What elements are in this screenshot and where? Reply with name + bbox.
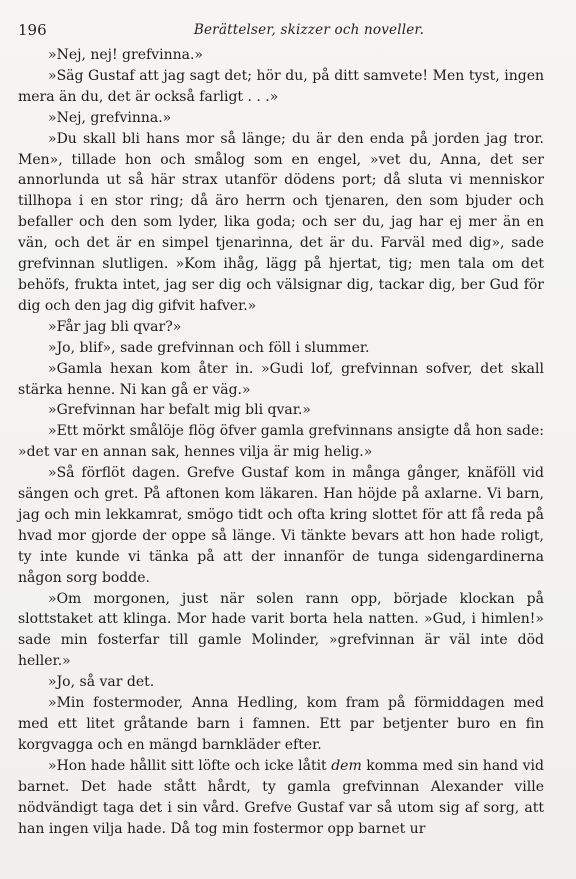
paragraph: »Får jag bli qvar?» xyxy=(48,318,182,335)
paragraph: »Nej, nej! grefvinna.» xyxy=(48,47,203,63)
paragraph: »Gamla hexan kom åter in. »Gudi lof, grefvinnan sofver, det skall stärka henne. Ni kan gå er väg.» xyxy=(18,360,544,398)
paragraph-text-after: komma med sin hand vid barnet. Det hade stått hårdt, ty gamla grefvinnan Alexander ville nödvändigt taga det i sin vård. Grefve Gustaf var så utom sig af sorg, att han ingen vilja hade. Då tog min fostermor opp barnet ur xyxy=(18,757,544,837)
paragraph: »Du skall bli hans mor så länge; du är den enda på jorden jag tror. Men», tillade hon och smålog som en engel, »vet du, Anna, det ser annorlunda ut så här strax utanför dödens port; då sluta vi menniskor tillhopa i en stor ring; då äro herrn och tjenaren, den som bjuder och befaller och den som lyder, lika goda; och ser du, jag har ej mer än en vän, och det är en simpel tjenarinna, det är du. Farväl med dig», sade grefvinnan slutligen. »Kom ihåg, lägg på hjertat, tig; men tala om det behöfs, frukta intet, jag ser dig och välsignar dig, tackar dig, ber Gud för dig och den jag dig gifvit hafver.» xyxy=(18,130,544,314)
emphasized-word: dem xyxy=(331,757,362,774)
paragraph-text-before: »Hon hade hållit sitt löfte och icke låtit xyxy=(48,757,332,774)
paragraph: »Om morgonen, just när solen rann opp, började klockan på slottstaket att klinga. Mor hade varit borta hela natten. »Gud, i himlen!» sade min fosterfar till gamle Molinder, »grefvinnan är väl inte död heller.» xyxy=(18,590,544,670)
paragraph: »Så förflöt dagen. Grefve Gustaf kom in många gånger, knäföll vid sängen och gret. På aftonen kom läkaren. Han höjde på axlarne. Vi barn, jag och min lekkamrat, smögo tidt och ofta kring slottet för att få reda på hvad mor gjorde der oppe så länge. Vi tänkte bevars att hon hade roligt, ty inte kunde vi tänka på att der innanför de tunga sidengardinerna någon sorg bodde. xyxy=(18,465,544,586)
paragraph: »Ett mörkt smålöje flög öfver gamla grefvinnans ansigte då hon sade: »det var en annan sak, hennes vilja är mig helig.» xyxy=(18,423,544,461)
paragraph: »Nej, grefvinna.» xyxy=(48,109,172,126)
paragraph: »Jo, blif», sade grefvinnan och föll i slummer. xyxy=(48,339,370,356)
running-title: Berättelser, skizzer och noveller. xyxy=(193,22,425,38)
paragraph: »Jo, så var det. xyxy=(48,674,155,691)
paragraph: »Grefvinnan har befalt mig bli qvar.» xyxy=(48,402,311,419)
paragraph: »Säg Gustaf att jag sagt det; hör du, på ditt samvete! Men tyst, ingen mera än du, det är också farligt . . .» xyxy=(18,67,544,105)
page-number: 196 xyxy=(18,21,47,39)
paragraph xyxy=(18,756,544,840)
body-text xyxy=(18,45,544,839)
page-header xyxy=(18,18,560,42)
paragraph: »Min fostermoder, Anna Hedling, kom fram på förmiddagen med med ett litet gråtande barn i famnen. Ett par betjenter buro en fin korgvagga och en mängd barnkläder efter. xyxy=(18,695,544,753)
